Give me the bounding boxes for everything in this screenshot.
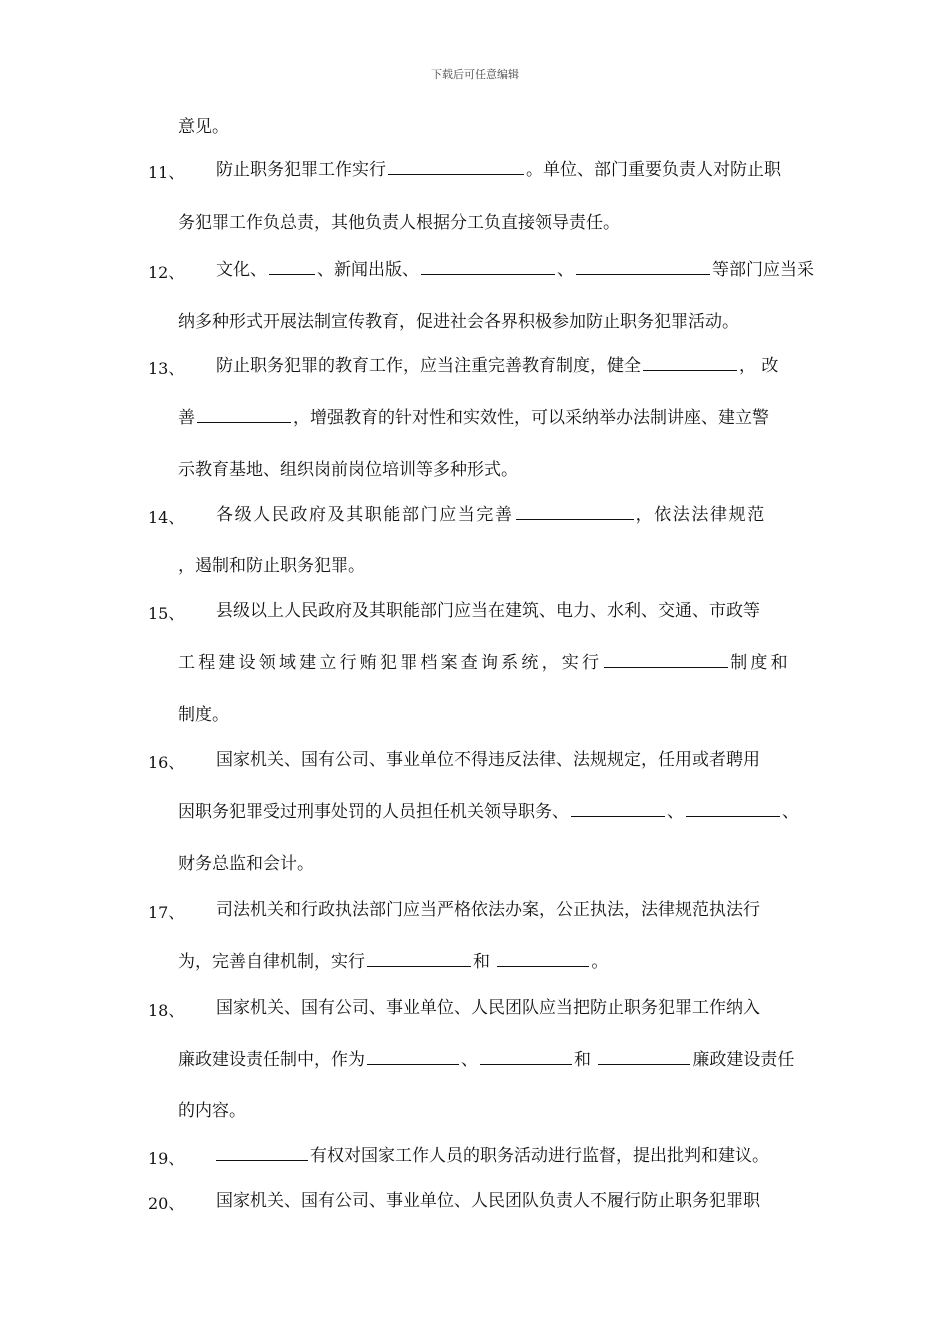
question-16-line-3: 财务总监和会计。 bbox=[178, 854, 314, 874]
answer-blank[interactable] bbox=[571, 801, 665, 817]
answer-blank[interactable] bbox=[604, 652, 728, 668]
answer-blank[interactable] bbox=[367, 1049, 459, 1065]
question-15-line-1: 县级以上人民政府及其职能部门应当在建筑、电力、水利、交通、市政等 bbox=[216, 601, 760, 621]
question-16-line-2: 因职务犯罪受过刑事处罚的人员担任机关领导职务、 、 、 bbox=[178, 802, 799, 822]
answer-blank[interactable] bbox=[421, 259, 555, 275]
question-number: 19、 bbox=[148, 1149, 185, 1168]
answer-blank[interactable] bbox=[269, 259, 315, 275]
question-17-line-2: 为，完善自律机制，实行 和 。 bbox=[178, 952, 609, 972]
question-18-line-3: 的内容。 bbox=[178, 1101, 246, 1121]
question-15-line-2: 工程建设领域建立行贿犯罪档案查询系统，实行 制度和 bbox=[178, 653, 791, 673]
question-number: 20、 bbox=[148, 1194, 185, 1213]
answer-blank[interactable] bbox=[598, 1049, 690, 1065]
answer-blank[interactable] bbox=[480, 1049, 572, 1065]
question-16-line-1: 国家机关、国有公司、事业单位不得违反法律、法规规定，任用或者聘用 bbox=[216, 750, 760, 770]
answer-blank[interactable] bbox=[516, 504, 634, 520]
answer-blank[interactable] bbox=[367, 951, 471, 967]
question-12-line-1: 文化、 、新闻出版、 、 等部门应当采 bbox=[216, 260, 814, 280]
question-number: 15、 bbox=[148, 604, 185, 623]
question-number: 11、 bbox=[148, 163, 185, 182]
question-17-line-1: 司法机关和行政执法部门应当严格依法办案，公正执法，法律规范执法行 bbox=[216, 900, 760, 920]
question-number: 17、 bbox=[148, 903, 185, 922]
question-13-line-2: 善 ，增强教育的针对性和实效性，可以采纳举办法制讲座、建立警 bbox=[178, 408, 769, 428]
question-13-line-1: 防止职务犯罪的教育工作，应当注重完善教育制度，健全 ， 改 bbox=[216, 356, 779, 376]
answer-blank[interactable] bbox=[643, 355, 737, 371]
question-number: 16、 bbox=[148, 753, 185, 772]
answer-blank[interactable] bbox=[197, 407, 291, 423]
question-18-line-1: 国家机关、国有公司、事业单位、人民团队应当把防止职务犯罪工作纳入 bbox=[216, 998, 760, 1018]
question-18-line-2: 廉政建设责任制中，作为 、 和 廉政建设责任 bbox=[178, 1050, 795, 1070]
question-15-line-3: 制度。 bbox=[178, 705, 229, 725]
question-number: 13、 bbox=[148, 359, 185, 378]
answer-blank[interactable] bbox=[216, 1145, 308, 1161]
question-12-line-2: 纳多种形式开展法制宣传教育，促进社会各界积极参加防止职务犯罪活动。 bbox=[178, 312, 739, 332]
continuation-line: 意见。 bbox=[178, 117, 229, 137]
question-11-line-1: 防止职务犯罪工作实行 。单位、部门重要负责人对防止职 bbox=[216, 160, 781, 180]
question-14-line-2: ，遏制和防止职务犯罪。 bbox=[178, 556, 365, 576]
question-14-line-1: 各级人民政府及其职能部门应当完善 ，依法法律规范 bbox=[216, 505, 766, 525]
answer-blank[interactable] bbox=[686, 801, 780, 817]
question-number: 12、 bbox=[148, 263, 185, 282]
question-11-line-2: 务犯罪工作负总责，其他负责人根据分工负直接领导责任。 bbox=[178, 213, 620, 233]
question-number: 14、 bbox=[148, 508, 185, 527]
question-13-line-3: 示教育基地、组织岗前岗位培训等多种形式。 bbox=[178, 460, 518, 480]
question-19-line-1: 有权对国家工作人员的职务活动进行监督，提出批判和建议。 bbox=[216, 1145, 769, 1167]
page-header: 下载后可任意编辑 bbox=[431, 68, 519, 81]
answer-blank[interactable] bbox=[576, 259, 710, 275]
question-20-line-1: 国家机关、国有公司、事业单位、人民团队负责人不履行防止职务犯罪职 bbox=[216, 1191, 760, 1211]
question-number: 18、 bbox=[148, 1001, 185, 1020]
answer-blank[interactable] bbox=[388, 159, 524, 175]
answer-blank[interactable] bbox=[497, 951, 589, 967]
